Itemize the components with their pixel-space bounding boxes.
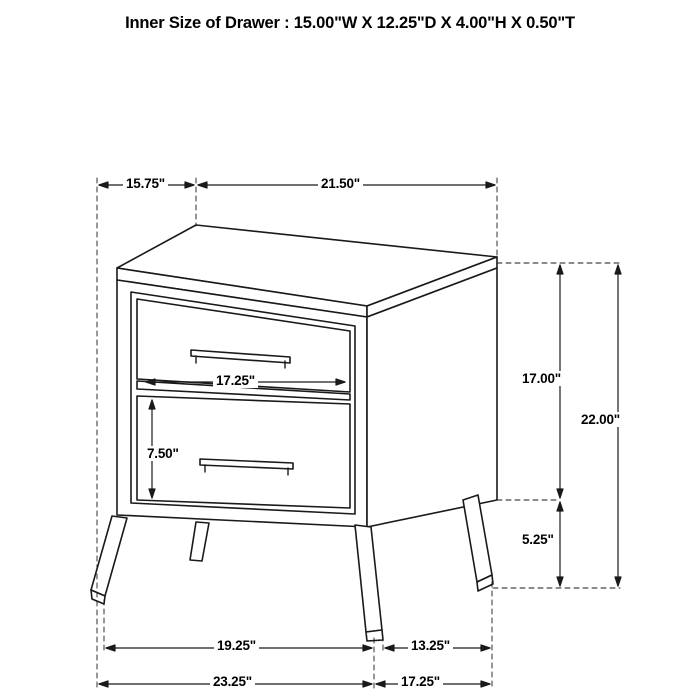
leg-front-right	[355, 525, 382, 632]
dim-label-leg-height: 5.25"	[519, 532, 557, 547]
dim-label-base-width: 23.25"	[210, 674, 255, 689]
dim-label-upper-drawer-width: 17.25"	[213, 373, 258, 388]
leg-back-left	[190, 522, 209, 561]
page-title: Inner Size of Drawer : 15.00"W X 12.25"D X 4.00"H X 0.50"T	[125, 14, 575, 32]
dim-label-case-height: 17.00"	[519, 371, 564, 386]
dim-label-leg-span-side: 13.25"	[408, 638, 453, 653]
dim-label-base-depth: 17.25"	[398, 674, 443, 689]
dim-label-leg-span-front: 19.25"	[214, 638, 259, 653]
dim-label-top-left-depth: 15.75"	[123, 176, 168, 191]
dim-label-lower-drawer-height: 7.50"	[144, 446, 182, 461]
leg-front-left	[91, 516, 127, 596]
dim-label-overall-height: 22.00"	[578, 412, 623, 427]
dim-label-top-width: 21.50"	[318, 176, 363, 191]
leg-back-right	[463, 495, 492, 582]
